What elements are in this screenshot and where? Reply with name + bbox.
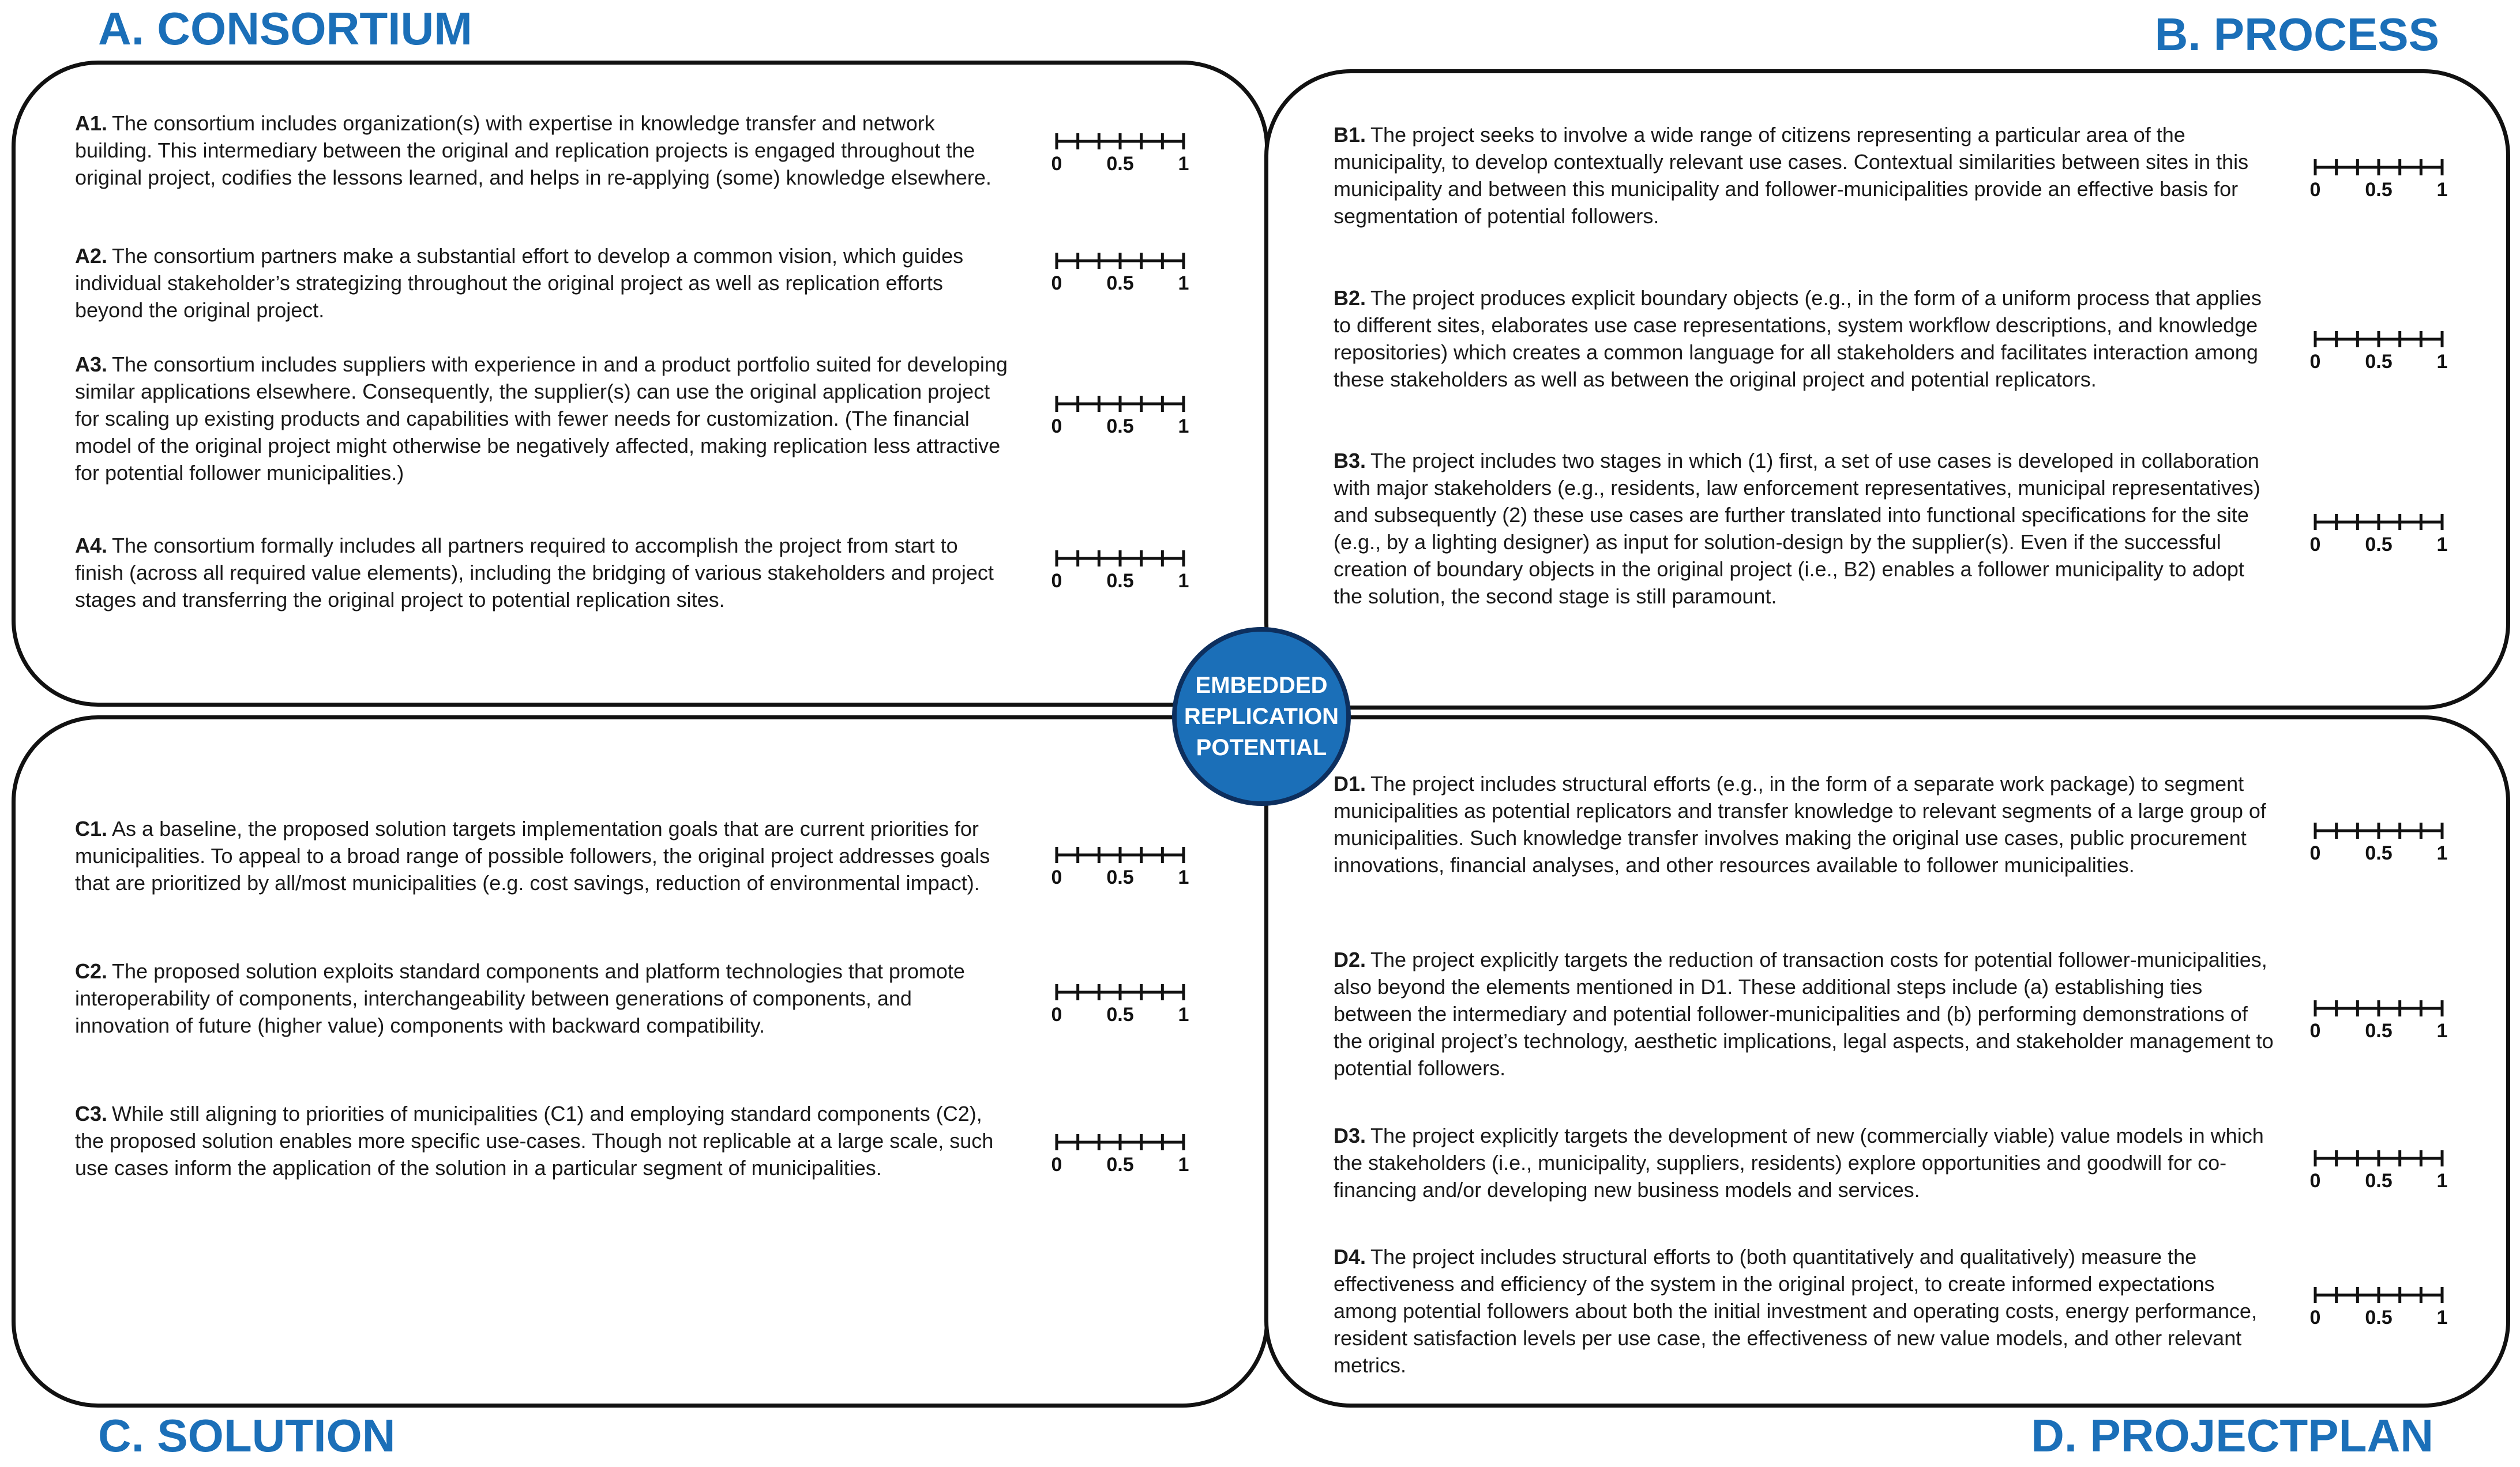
item-code: D4. — [1334, 1245, 1366, 1269]
item-text: The consortium includes suppliers with experience in and a product portfolio suited for developing similar applications elsewhere. Consequently, the supplier(s) can use the original application project for scaling up existing products and capabilities with fewer needs for customization. (The financial model of the original project might otherwise be negatively affected, making replication less attractive for potential follower municipalities.) — [75, 352, 1008, 485]
rating-scale-b3[interactable] — [2309, 511, 2448, 562]
scale-label-max: 1 — [1178, 272, 1189, 294]
item-code: D1. — [1334, 772, 1366, 796]
scale-label-mid: 0.5 — [1106, 415, 1134, 437]
scale-label-mid: 0.5 — [2365, 351, 2393, 373]
item-b2 — [1334, 284, 2274, 393]
scale-label-min: 0 — [1051, 153, 1062, 175]
item-code: A1. — [75, 111, 108, 135]
scale-ruler — [2309, 1284, 2448, 1307]
scale-label-mid: 0.5 — [2365, 842, 2393, 864]
item-b1 — [1334, 121, 2274, 230]
scale-label-mid: 0.5 — [2365, 1170, 2393, 1192]
heading-solution: C. SOLUTION — [98, 1410, 396, 1461]
item-code: D2. — [1334, 948, 1366, 971]
scale-label-min: 0 — [1051, 1004, 1062, 1026]
item-d4 — [1334, 1243, 2274, 1379]
scale-ruler — [1051, 981, 1189, 1004]
rating-scale-a4[interactable] — [1051, 547, 1189, 599]
item-text: The project seeks to involve a wide range of citizens representing a particular area of the municipality, to develop contextually relevant use cases. Contextual similarities between sites in this municipality and between this municipality and follower-municipalities provide an effective basis for segmentation of potential followers. — [1334, 123, 2249, 228]
heading-process: B. PROCESS — [2154, 9, 2439, 60]
item-code: A2. — [75, 244, 108, 268]
scale-label-mid: 0.5 — [1106, 866, 1134, 888]
item-text: The consortium partners make a substantial effort to develop a common vision, which guides individual stakeholder’s strategizing throughout the original project as well as replication efforts beyond the original project. — [75, 244, 964, 322]
scale-ruler — [1051, 130, 1189, 153]
item-c2 — [75, 958, 1009, 1039]
item-code: B1. — [1334, 123, 1366, 147]
item-code: C2. — [75, 959, 108, 983]
rating-scale-d4[interactable] — [2309, 1284, 2448, 1335]
rating-scale-d1[interactable] — [2309, 819, 2448, 871]
scale-label-min: 0 — [1051, 570, 1062, 592]
center-line-1: EMBEDDED — [1195, 673, 1328, 698]
scale-label-min: 0 — [2309, 351, 2321, 373]
rating-scale-b1[interactable] — [2309, 156, 2448, 208]
rating-scale-b2[interactable] — [2309, 328, 2448, 380]
rating-scale-d2[interactable] — [2309, 997, 2448, 1049]
scale-label-max: 1 — [1178, 1004, 1189, 1026]
item-b3 — [1334, 447, 2274, 610]
item-d2 — [1334, 946, 2274, 1082]
rating-scale-d3[interactable] — [2309, 1147, 2448, 1199]
item-code: B2. — [1334, 286, 1366, 310]
item-code: B3. — [1334, 449, 1366, 472]
scale-ruler — [1051, 1131, 1189, 1154]
scale-label-min: 0 — [2309, 1307, 2321, 1329]
item-text: The project explicitly targets the reduction of transaction costs for potential follower-municipalities, also beyond the elements mentioned in D1. These additional steps include (a) establishing ties between the intermediary and potential follower-municipalities and (b) performing demonstrations of the original project’s technology, aesthetic implications, legal aspects, and stakeholder management to potential followers. — [1334, 948, 2274, 1080]
scale-ruler — [2309, 819, 2448, 842]
scale-ruler — [1051, 392, 1189, 415]
scale-label-min: 0 — [1051, 272, 1062, 294]
scale-label-min: 0 — [2309, 179, 2321, 201]
item-text: The consortium formally includes all partners required to accomplish the project from start to finish (across all required value elements), including the bridging of various stakeholders and project stages and transferring the original project to potential replication sites. — [75, 534, 994, 611]
item-text: The project includes structural efforts to (both quantitatively and qualitatively) measure the effectiveness and efficiency of the system in the original project, to create informed expectations among potential followers about both the initial investment and operating costs, energy performance, resident satisfaction levels per use case, the effectiveness of new value models, and other relevant metrics. — [1334, 1245, 2257, 1377]
item-a4 — [75, 532, 1009, 613]
scale-label-max: 1 — [1178, 415, 1189, 437]
scale-label-mid: 0.5 — [1106, 1154, 1134, 1176]
scale-label-min: 0 — [1051, 415, 1062, 437]
item-a3 — [75, 351, 1009, 486]
item-text: The project explicitly targets the development of new (commercially viable) value models in which the stakeholders (i.e., municipality, suppliers, residents) explore opportunities and goodwill for co-financing and/or developing new business models and services. — [1334, 1124, 2264, 1202]
scale-label-max: 1 — [2436, 534, 2448, 556]
scale-label-max: 1 — [1178, 570, 1189, 592]
item-code: C3. — [75, 1102, 108, 1125]
scale-label-mid: 0.5 — [2365, 1020, 2393, 1042]
item-code: A4. — [75, 534, 108, 557]
item-code: A3. — [75, 352, 108, 376]
scale-label-min: 0 — [1051, 1154, 1062, 1176]
scale-label-mid: 0.5 — [2365, 534, 2393, 556]
item-c1 — [75, 815, 1009, 896]
scale-label-max: 1 — [1178, 153, 1189, 175]
scale-label-min: 0 — [2309, 1020, 2321, 1042]
rating-scale-c1[interactable] — [1051, 843, 1189, 895]
scale-ruler — [2309, 328, 2448, 351]
center-line-3: POTENTIAL — [1196, 735, 1327, 760]
item-c3 — [75, 1100, 1009, 1181]
scale-ruler — [2309, 997, 2448, 1020]
scale-ruler — [1051, 249, 1189, 272]
item-text: The proposed solution exploits standard components and platform technologies that promote interoperability of components, interchangeability between generations of components, and innovation of future (higher value) components with backward compatibility. — [75, 959, 965, 1037]
scale-label-max: 1 — [1178, 866, 1189, 888]
rating-scale-c3[interactable] — [1051, 1131, 1189, 1183]
scale-label-mid: 0.5 — [1106, 570, 1134, 592]
scale-label-mid: 0.5 — [2365, 179, 2393, 201]
rating-scale-a2[interactable] — [1051, 249, 1189, 301]
center-line-2: REPLICATION — [1184, 704, 1339, 729]
scale-ruler — [1051, 547, 1189, 570]
scale-label-max: 1 — [2436, 1020, 2448, 1042]
item-code: D3. — [1334, 1124, 1366, 1147]
scale-label-min: 0 — [2309, 1170, 2321, 1192]
item-text: While still aligning to priorities of municipalities (C1) and employing standard components (C2), the proposed solution enables more specific use-cases. Though not replicable at a large scale, such use cases inform the application of the solution in a particular segment of municipalities. — [75, 1102, 994, 1180]
embedded-replication-potential-circle — [1172, 627, 1351, 806]
item-text: The project includes structural efforts (e.g., in the form of a separate work package) to segment municipalities as potential replicators and transfer knowledge to relevant segments of a large group of municipalities. Such knowledge transfer involves making the original use cases, public procurement innovations, financial analyses, and other resources available to follower municipalities. — [1334, 772, 2266, 877]
scale-ruler — [2309, 1147, 2448, 1170]
rating-scale-c2[interactable] — [1051, 981, 1189, 1033]
scale-label-min: 0 — [2309, 842, 2321, 864]
scale-label-mid: 0.5 — [2365, 1307, 2393, 1329]
scale-label-max: 1 — [2436, 842, 2448, 864]
item-a2 — [75, 242, 1009, 324]
scale-ruler — [2309, 511, 2448, 534]
scale-label-mid: 0.5 — [1106, 272, 1134, 294]
heading-projectplan: D. PROJECTPLAN — [2031, 1410, 2433, 1461]
item-text: The project produces explicit boundary objects (e.g., in the form of a uniform process that applies to different sites, elaborates use case representations, system workflow descriptions, and knowledge repositories) which creates a common language for all stakeholders and facilitates interaction among these stakeholders as well as between the original project and potential replicators. — [1334, 286, 2262, 391]
scale-label-max: 1 — [2436, 1307, 2448, 1329]
heading-consortium: A. CONSORTIUM — [98, 3, 472, 54]
item-text: As a baseline, the proposed solution targets implementation goals that are current priorities for municipalities. To appeal to a broad range of possible followers, the original project addresses goals that are prioritized by all/most municipalities (e.g. cost savings, reduction of environmental impact). — [75, 817, 990, 895]
scale-label-min: 0 — [2309, 534, 2321, 556]
item-a1 — [75, 110, 1009, 191]
item-text: The project includes two stages in which (1) first, a set of use cases is developed in collaboration with major stakeholders (e.g., residents, law enforcement representatives, municipal representatives) and subsequently (2) these use cases are further translated into functional specifications for the site (e.g., by a lighting designer) as input for solution-design by the supplier(s). Even if the successful creation of boundary objects in the original project (i.e., B2) enables a follower municipality to adopt the solution, the second stage is still paramount. — [1334, 449, 2260, 608]
scale-ruler — [1051, 843, 1189, 866]
scale-label-max: 1 — [2436, 179, 2448, 201]
item-d3 — [1334, 1122, 2274, 1203]
item-text: The consortium includes organization(s) with expertise in knowledge transfer and network building. This intermediary between the original and replication projects is engaged throughout the original project, codifies the lessons learned, and helps in re-applying (some) knowledge elsewhere. — [75, 111, 992, 189]
item-code: C1. — [75, 817, 108, 841]
item-d1 — [1334, 770, 2274, 879]
scale-label-max: 1 — [1178, 1154, 1189, 1176]
scale-label-max: 1 — [2436, 1170, 2448, 1192]
scale-label-min: 0 — [1051, 866, 1062, 888]
scale-ruler — [2309, 156, 2448, 179]
scale-label-mid: 0.5 — [1106, 1004, 1134, 1026]
scale-label-mid: 0.5 — [1106, 153, 1134, 175]
rating-scale-a3[interactable] — [1051, 392, 1189, 444]
rating-scale-a1[interactable] — [1051, 130, 1189, 182]
scale-label-max: 1 — [2436, 351, 2448, 373]
